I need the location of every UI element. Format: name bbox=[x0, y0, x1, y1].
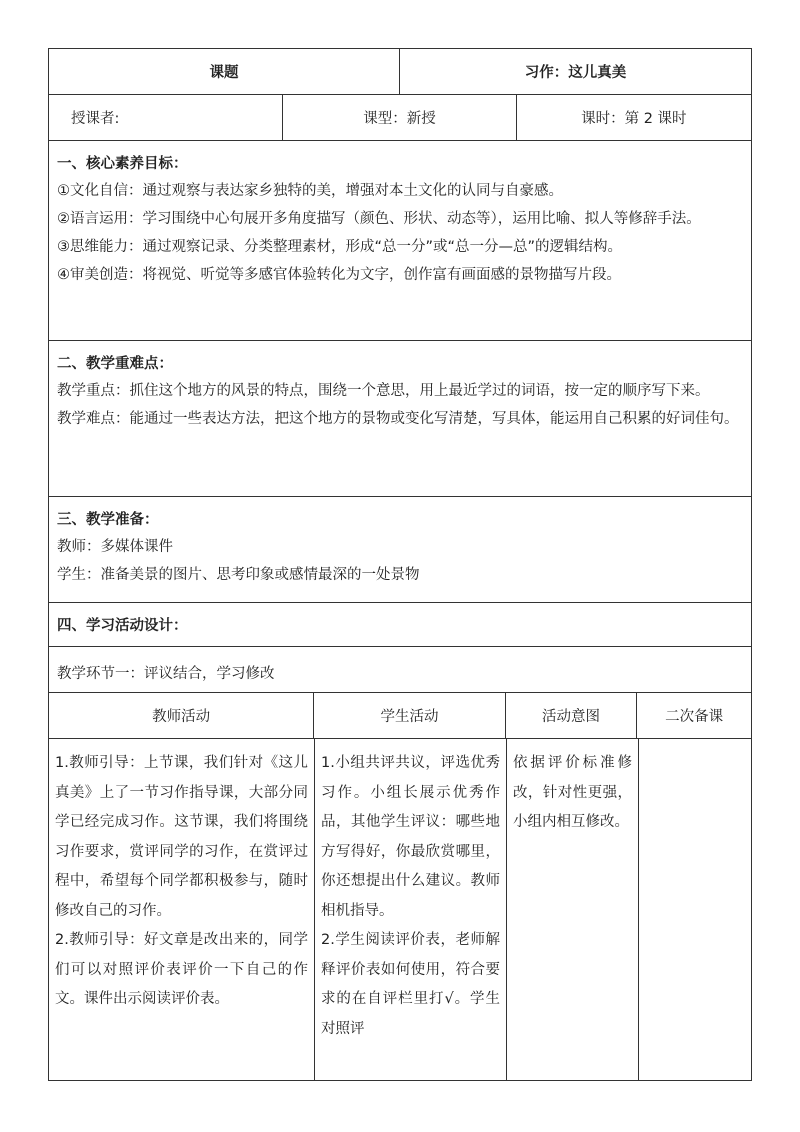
preparation-student: 学生：准备美景的图片、思考印象或感情最深的一处景物 bbox=[57, 567, 420, 583]
activity-table-body bbox=[48, 738, 752, 1081]
info-row bbox=[48, 94, 752, 141]
topic-row bbox=[48, 48, 752, 95]
key-focus: 教学重点：抓住这个地方的风景的特点，围绕一个意思，用上最近学过的词语，按一定的顺序写下来。 bbox=[57, 383, 710, 399]
header-student-activity: 学生活动 bbox=[314, 693, 505, 738]
student-activity-item: 2.学生阅读评价表，老师解释评价表如何使用，符合要求的在自评栏里打√。学生对照评 bbox=[321, 932, 500, 1037]
preparation-teacher: 教师：多媒体课件 bbox=[57, 539, 173, 555]
goals-title: 一、核心素养目标： bbox=[57, 156, 188, 172]
activity-intent-text: 依据评价标准修改，针对性更强，小组内相互修改。 bbox=[513, 755, 632, 830]
key-points-title: 二、教学重难点： bbox=[57, 356, 173, 372]
lesson-time: 课时：第 2 课时 bbox=[581, 111, 687, 127]
goals-section bbox=[48, 140, 752, 341]
topic-value: 习作：这儿真美 bbox=[524, 65, 627, 81]
teacher-activity-item: 2.教师引导：好文章是改出来的，同学们可以对照评价表评价一下自己的作文。课件出示阅读评价表。 bbox=[55, 932, 308, 1007]
goal-item: ①文化自信：通过观察与表达家乡独特的美，增强对本土文化的认同与自豪感。 bbox=[57, 183, 563, 199]
lesson-type: 课型：新授 bbox=[283, 95, 516, 140]
goal-item: ④审美创造：将视觉、听觉等多感官体验转化为文字，创作富有画面感的景物描写片段。 bbox=[57, 267, 621, 283]
second-prep-cell bbox=[639, 739, 753, 1080]
topic-label: 课题 bbox=[49, 49, 400, 94]
teacher-activity-cell bbox=[49, 739, 315, 1080]
activity-intent-cell bbox=[507, 739, 639, 1080]
header-teacher-activity: 教师活动 bbox=[49, 693, 314, 738]
student-activity-item: 1.小组共评共议，评选优秀习作。小组长展示优秀作品，其他学生评议：哪些地方写得好，你最欣赏哪里，你还想提出什么建议。教师相机指导。 bbox=[321, 755, 500, 919]
goal-item: ③思维能力：通过观察记录、分类整理素材，形成“总一分”或“总一分—总”的逻辑结构。 bbox=[57, 239, 623, 255]
preparation-section bbox=[48, 496, 752, 603]
student-activity-cell bbox=[315, 739, 507, 1080]
preparation-title: 三、教学准备： bbox=[57, 512, 159, 528]
activity-design-title: 四、学习活动设计： bbox=[57, 618, 188, 634]
stage-row bbox=[48, 646, 752, 693]
key-difficulty: 教学难点：能通过一些表达方法，把这个地方的景物或变化写清楚，写具体，能运用自己积累的好词佳句。 bbox=[57, 411, 739, 427]
stage-title: 教学环节一：评议结合，学习修改 bbox=[57, 666, 275, 682]
teacher-label: 授课者: bbox=[49, 95, 283, 140]
header-activity-intent: 活动意图 bbox=[506, 693, 638, 738]
goal-item: ②语言运用：学习围绕中心句展开多角度描写（颜色、形状、动态等），运用比喻、拟人等修辞手法。 bbox=[57, 211, 701, 227]
header-second-prep: 二次备课 bbox=[665, 709, 724, 725]
activity-design-title-row bbox=[48, 602, 752, 647]
teacher-activity-item: 1.教师引导：上节课，我们针对《这儿真美》上了一节习作指导课，大部分同学已经完成习作。这节课，我们将围绕习作要求，赏评同学的习作，在赏评过程中，希望每个同学都积极参与，随时修改自己的习作。 bbox=[55, 755, 308, 919]
key-points-section bbox=[48, 340, 752, 497]
activity-table-header bbox=[48, 692, 752, 739]
